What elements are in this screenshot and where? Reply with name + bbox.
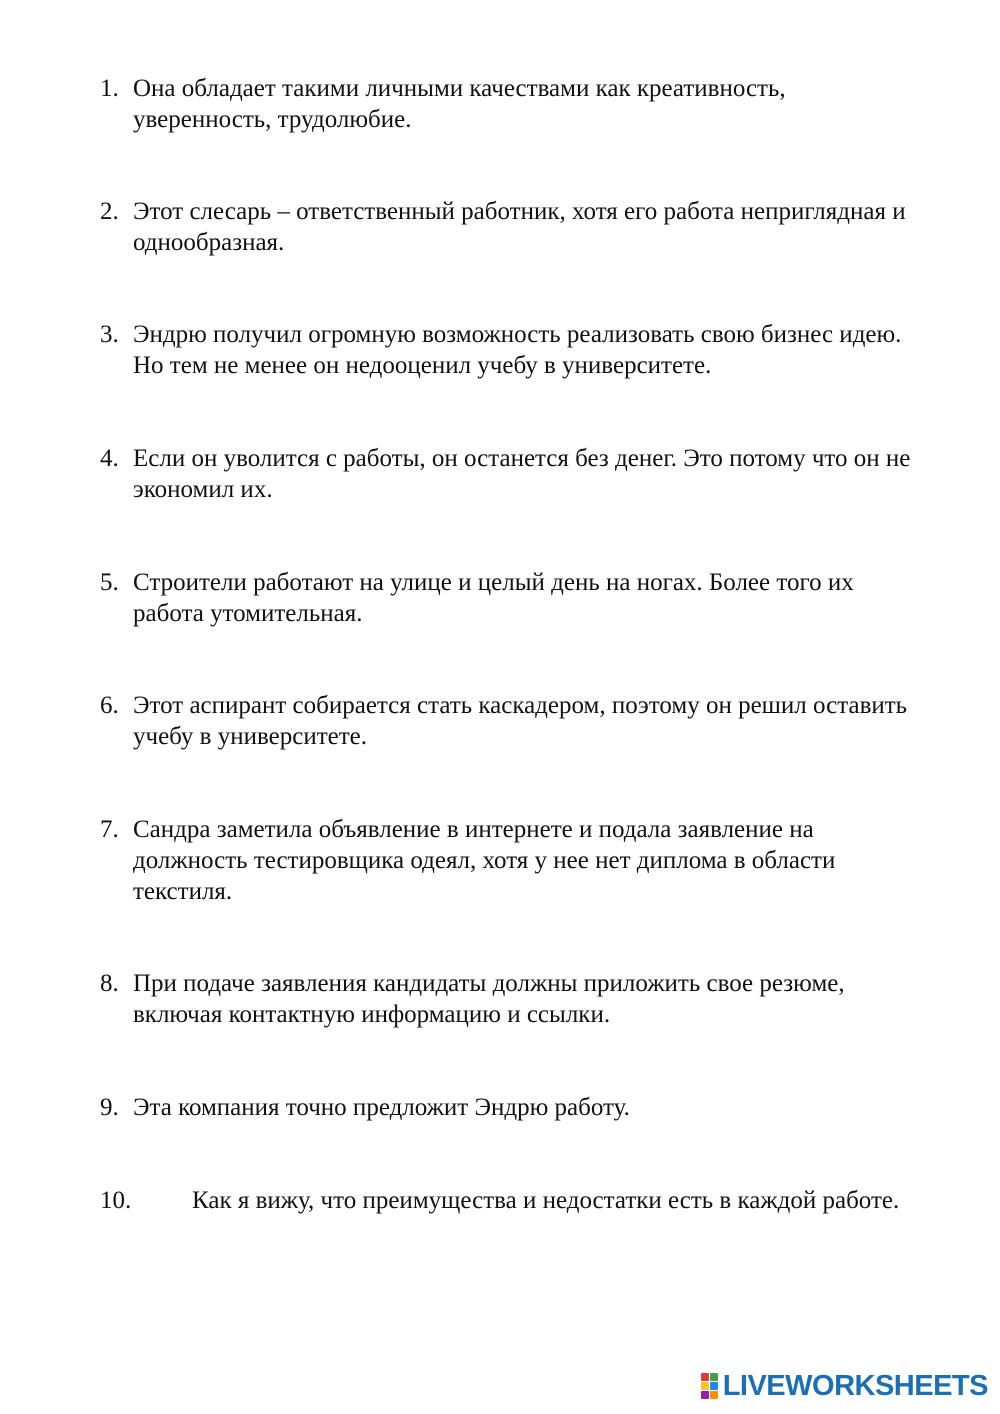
item-number: 5. [100,569,119,596]
item-number: 6. [100,692,119,719]
item-number: 10. [100,1187,132,1214]
logo-mark-icon [701,1373,719,1399]
logo-block [710,1391,718,1399]
liveworksheets-logo [701,1370,988,1402]
item-number: 7. [100,816,119,843]
item-number: 8. [100,970,119,997]
item-text: Этот слесарь – ответственный работник, хотя его работа неприглядная и однообразная. [133,198,906,256]
list-item [100,968,930,1030]
item-number: 9. [100,1094,119,1121]
logo-text: LIVEWORKSHEETS [722,1370,988,1402]
list-item [100,567,930,629]
list-item [100,319,930,381]
logo-block [710,1373,718,1381]
item-text: Сандра заметила объявление в интернете и подала заявление на должность тестировщика одеял, хотя у нее нет диплома в области текстиля. [133,816,836,905]
item-text: Как я вижу, что преимущества и недостатки есть в каждой работе. [192,1187,900,1214]
item-text: Эта компания точно предложит Эндрю работу. [133,1094,630,1121]
item-number: 4. [100,445,119,472]
list-item [100,1185,930,1216]
item-text: Эндрю получил огромную возможность реализовать свою бизнес идею. Но тем не менее он недооценил учебу в университете. [133,321,902,379]
item-number: 1. [100,75,119,102]
item-text: Этот аспирант собирается стать каскадером, поэтому он решил оставить учебу в университете. [133,692,908,750]
item-text: Она обладает такими личными качествами как креативность, уверенность, трудолюбие. [133,75,786,133]
item-number: 2. [100,198,119,225]
list-item [100,196,930,258]
item-text: Если он уволится с работы, он останется без денег. Это потому что он не экономил их. [133,445,911,503]
logo-block [701,1382,709,1390]
logo-block [701,1391,709,1399]
list-item [100,73,930,135]
logo-block [701,1373,709,1381]
list-item [100,443,930,505]
item-text: Строители работают на улице и целый день на ногах. Более того их работа утомительная. [133,569,854,627]
list-item [100,690,930,752]
logo-block [710,1382,718,1390]
list-item [100,814,930,907]
list-item [100,1092,930,1123]
item-text: При подаче заявления кандидаты должны приложить свое резюме, включая контактную информацию и ссылки. [133,970,845,1028]
item-number: 3. [100,321,119,348]
